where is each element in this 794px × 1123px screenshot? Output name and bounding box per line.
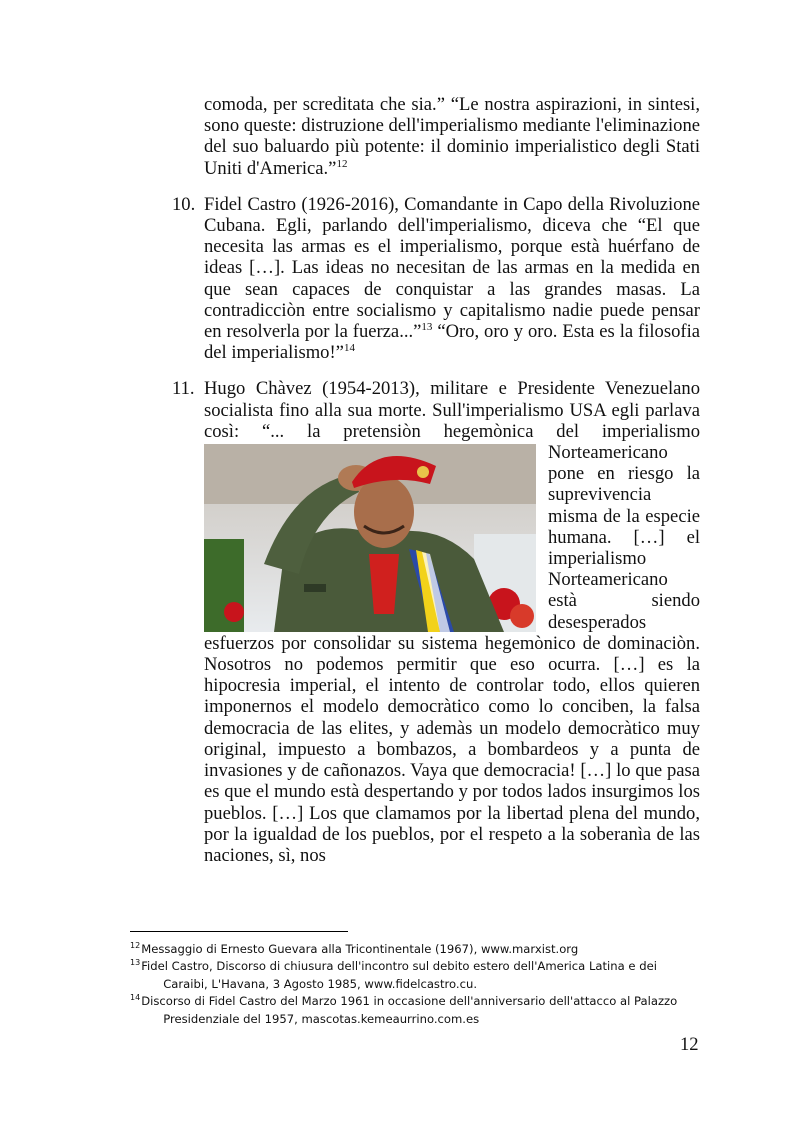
list-item-text — [204, 194, 700, 364]
footnote-mark: 12 — [130, 941, 141, 950]
footnote-line: Caraibi, L'Havana, 3 Agosto 1985, www.fidelcastro.cu. — [163, 976, 478, 991]
list-item-11 — [172, 378, 700, 866]
footnote-line: Discorso di Fidel Castro del Marzo 1961 in occasione dell'anniversario dell'attacco al Palazzo — [141, 994, 678, 1009]
footnote-line: Fidel Castro, Discorso di chiusura dell'incontro sul debito estero dell'America Latina e dei — [141, 959, 657, 974]
list-number: 11. — [172, 378, 195, 400]
footnote-text — [141, 993, 677, 1028]
footnote-line: Presidenziale del 1957, mascotas.kemeaurrino.com.es — [163, 1011, 480, 1026]
footnote-13 — [130, 958, 730, 993]
list-item-10 — [172, 194, 700, 364]
footnote-12 — [130, 941, 730, 958]
castro-quote: “Oro, oro y oro. Esta es la filosofia del imperialismo!” — [204, 321, 700, 364]
continued-paragraph — [172, 94, 700, 179]
footnote-14 — [130, 993, 730, 1028]
list-item-text — [204, 378, 700, 866]
footnote-mark: 14 — [130, 993, 141, 1003]
chavez-quote: Norteamericano pone en riesgo la suprevivencia misma de la especie humana. […] el imperialismo Norteamericano està siendo desesperados esfuerzos por consolidar su sistema hegemònico de dominaciòn. Nosotros no podemos permitir que eso ocurra. […] es la hipocresia imperial, el intento de controlar todo, ellos quieren imponernos el modelo democràtico como lo conciben, la falsa democracia de las elites, y ademàs un modelo democràtico muy original, impuesto a bombazos, a bombardeos y a punta de invasiones y de cañonazos. Vaya que democracia! […] lo que pasa es que el mundo està despertando y por todos lados insurgimos los pueblos. […] Los que clamamos por la libertad plena del mundo, por la igualdad de los pueblos, por el respeto a la soberanìa de las naciones, sì, nos — [204, 442, 700, 866]
footnote-ref-12[interactable]: 12 — [336, 157, 348, 170]
chavez-photo — [204, 444, 536, 632]
footnote-text: Messaggio di Ernesto Guevara alla Tricontinentale (1967), www.marxist.org — [141, 942, 579, 956]
footnote-separator — [130, 931, 348, 932]
footnote-ref-14[interactable]: 14 — [343, 342, 355, 355]
footnotes — [130, 941, 730, 1028]
footnote-ref-13[interactable]: 13 — [421, 320, 433, 333]
page-number: 12 — [680, 1034, 699, 1055]
castro-text: Fidel Castro (1926-2016), Comandante in Capo della Rivoluzione Cubana. Egli, parlando dell'imperialismo, diceva che “El que necesita las armas es el imperialismo, porque està huérfano de ideas […]. Las ideas no necesitan de las armas en la medida en que sean capaces de conquistar a las grandes masas. La contradicciòn entre socialismo y capitalismo nadie puede pensar en resolverla por la fuerza...” — [204, 193, 700, 343]
chavez-intro: Hugo Chàvez (1954-2013), militare e Presidente Venezuelano socialista fino alla sua morte. Sull'imperialismo USA egli parlava così: “... la pretensiòn hegemònica del imperialismo — [204, 378, 700, 442]
main-text-column — [172, 94, 700, 866]
footnote-mark: 13 — [130, 958, 141, 968]
continued-text: comoda, per screditata che sia.” “Le nostra aspirazioni, in sintesi, sono queste: distruzione dell'imperialismo mediante l'eliminazione del suo baluardo più potente: il dominio imperialistico degli Stati Uniti d'America.” — [204, 94, 700, 179]
footnote-text — [141, 958, 657, 993]
list-number: 10. — [172, 193, 196, 215]
